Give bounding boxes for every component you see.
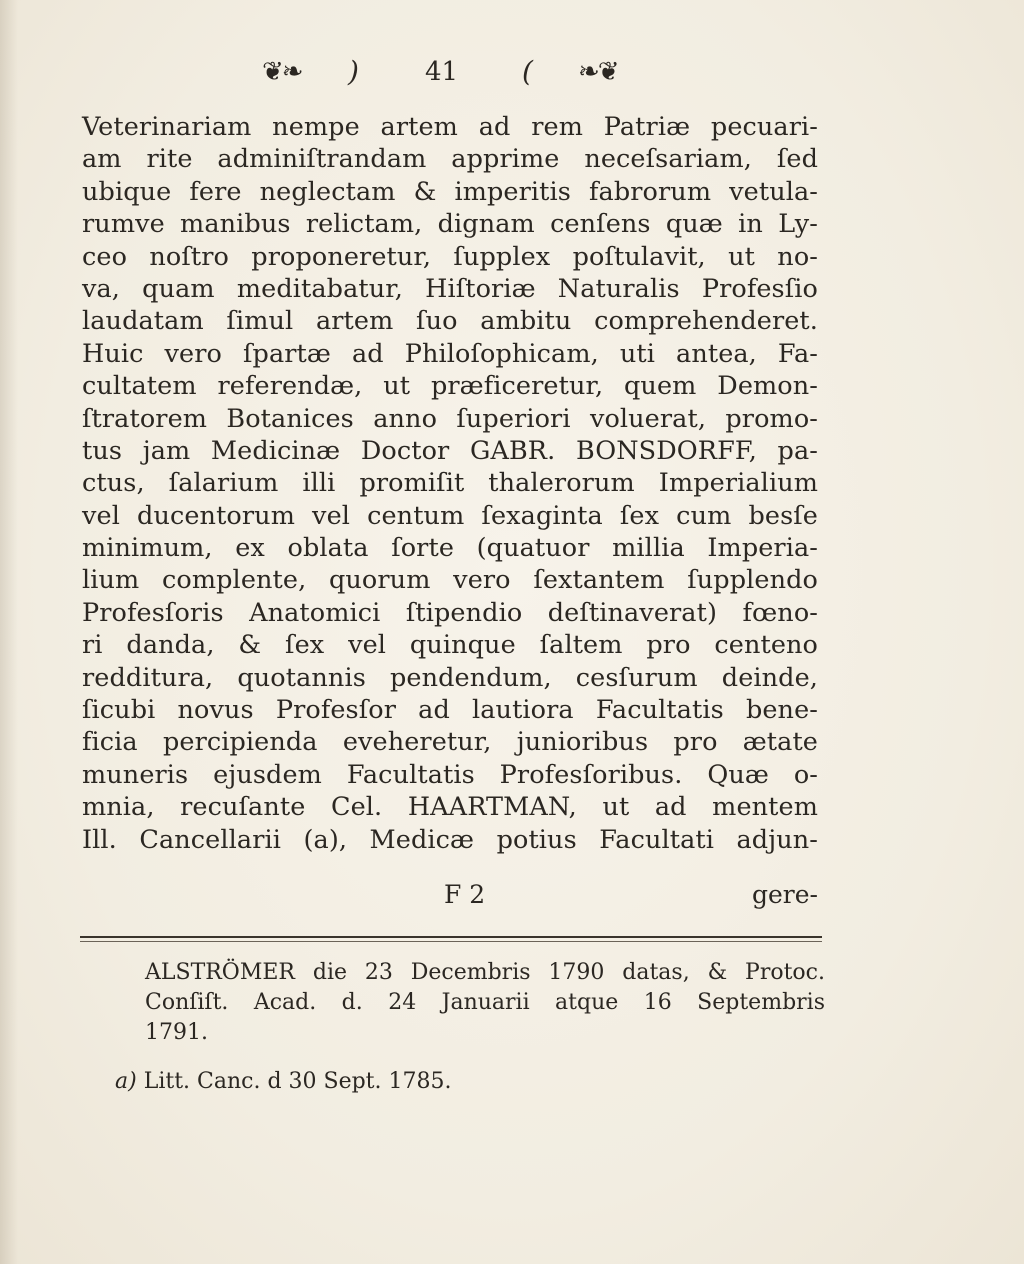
page-number: 41	[425, 57, 459, 87]
text-line: Veterinariam nempe artem ad rem Patriæ pecuari-	[82, 112, 818, 142]
footnote-rule	[80, 936, 822, 938]
text-line: ceo noſtro proponeretur, ſupplex poſtulavit, ut no-	[82, 241, 818, 272]
binding-shadow	[0, 0, 18, 1264]
text-line: va, quam meditabatur, Hiſtoriæ Naturalis Profesſio	[82, 273, 818, 304]
text-line: rumve manibus relictam, dignam cenſens quæ in Ly-	[82, 209, 818, 240]
text-line: ri danda, & ſex vel quinque ſaltem pro centeno	[82, 630, 818, 661]
footnote	[115, 1067, 452, 1097]
note-line: 1791.	[145, 1020, 208, 1045]
footnote-rule-thin	[80, 941, 822, 942]
text-line: tus jam Medicinæ Doctor GABR. BONSDORFF, pa-	[82, 435, 818, 466]
text-line: cultatem referendæ, ut præficeretur, quem Demon-	[82, 371, 818, 402]
ornament-left-icon: ❦❧	[262, 57, 302, 87]
footnote-mark: a)	[115, 1069, 137, 1094]
text-line: lium complente, quorum vero ſextantem ſupplendo	[82, 565, 818, 596]
text-line: mnia, recuſante Cel. HAARTMAN, ut ad mentem	[82, 792, 818, 823]
text-line: ficia percipienda eveheretur, junioribus pro ætate	[82, 727, 818, 758]
running-header	[0, 52, 1024, 92]
text-line: Huic vero ſpartæ ad Philoſophicam, uti antea, Fa-	[82, 338, 818, 369]
signature-line	[82, 879, 818, 911]
text-line: ubique fere neglectam & imperitis fabrorum vetula-	[82, 176, 818, 207]
catchword: gere-	[752, 880, 818, 909]
text-line: ctus, ſalarium illi promiſit thalerorum Imperialium	[82, 468, 818, 499]
text-line: Profesſoris Anatomici ſtipendio deſtinaverat) fœno-	[82, 597, 818, 628]
note-continuation	[145, 958, 825, 1048]
text-line: am rite adminiſtrandam apprime neceſsariam, ſed	[82, 144, 818, 175]
body-text	[82, 111, 818, 856]
ornament-right-icon: ❧❦	[578, 57, 618, 87]
note-line: ALSTRÖMER die 23 Decembris 1790 datas, & Protoc.	[145, 960, 825, 985]
footnote-text: Litt. Canc. d 30 Sept. 1785.	[143, 1069, 452, 1094]
text-line: ſtratorem Botanices anno ſuperiori voluerat, promo-	[82, 403, 818, 434]
text-line: muneris ejusdem Facultatis Profesſoribus. Quæ o-	[82, 759, 818, 790]
text-line: Ill. Cancellarii (a), Medicæ potius Facultati adjun-	[82, 824, 818, 855]
text-line: redditura, quotannis pendendum, cesſurum deinde,	[82, 662, 818, 693]
text-line: ſicubi novus Profesſor ad lautiora Facultatis bene-	[82, 695, 818, 726]
note-line: Conſiſt. Acad. d. 24 Januarii atque 16 Septembris	[145, 990, 825, 1015]
text-line: minimum, ex oblata ſorte (quatuor millia Imperia-	[82, 533, 818, 564]
text-line: laudatam ſimul artem ſuo ambitu comprehenderet.	[82, 306, 818, 337]
signature-mark: F 2	[444, 880, 486, 909]
header-bracket-right: )	[348, 55, 359, 88]
header-bracket-left: (	[522, 55, 533, 88]
text-line: vel ducentorum vel centum ſexaginta ſex cum besſe	[82, 500, 818, 531]
